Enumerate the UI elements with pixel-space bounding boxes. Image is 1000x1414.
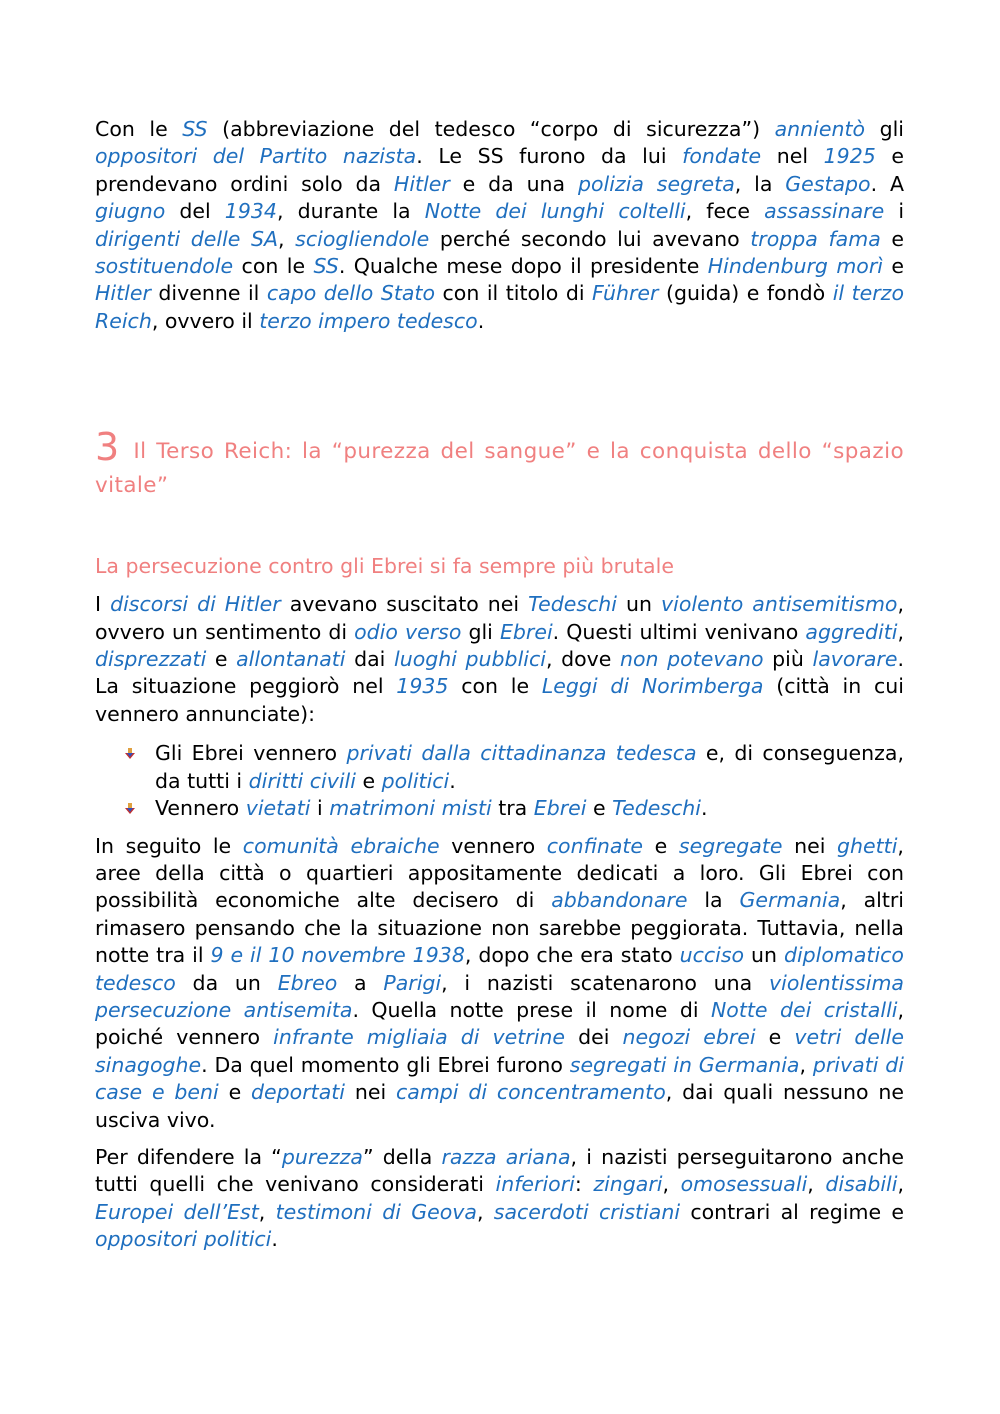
text-run: . Qualche mese dopo il presidente xyxy=(338,254,708,279)
highlighted-term: ghetti xyxy=(837,833,898,858)
text-run: tra xyxy=(491,796,534,821)
text-run: , i nazisti scatenarono una xyxy=(441,970,769,995)
highlighted-term: discorsi di Hitler xyxy=(110,592,281,617)
highlighted-term: Tedeschi xyxy=(528,592,617,617)
highlighted-term: giugno xyxy=(95,199,166,224)
highlighted-term: Notte dei lunghi coltelli xyxy=(424,199,686,224)
text-run: , altri rimasero pensando che la situazione non sarebbe peggiorata. Tuttavia, nella notte tra il xyxy=(95,888,905,968)
text-run: , xyxy=(799,1052,813,1077)
highlighted-term: vietati xyxy=(245,796,311,821)
paragraph-purezza-razza xyxy=(95,1144,904,1254)
highlighted-term: infrante migliaia di vetrine xyxy=(273,1025,566,1050)
text-run: e xyxy=(218,1080,252,1105)
highlighted-term: Leggi di Norimberga xyxy=(541,674,764,699)
text-run: i xyxy=(884,199,905,224)
arrow-down-bullet-icon xyxy=(125,748,135,760)
text-run: , dove xyxy=(545,647,620,672)
highlighted-term: SS xyxy=(182,117,208,141)
highlighted-term: negozi ebrei xyxy=(622,1025,756,1050)
text-run: e xyxy=(882,254,904,279)
highlighted-term: Tedeschi xyxy=(612,796,701,821)
highlighted-term: diritti civili xyxy=(248,768,356,793)
highlighted-term: sacerdoti cristiani xyxy=(493,1199,681,1224)
text-run: con le xyxy=(448,674,542,699)
text-run: , i nazisti perseguitarono anche tutti quelli che venivano considerati xyxy=(95,1144,904,1197)
text-run: a xyxy=(337,970,384,995)
highlighted-term: Hindenburg morì xyxy=(707,254,883,279)
highlighted-term: sciogliendole xyxy=(295,226,430,251)
text-run: , xyxy=(807,1172,826,1197)
text-run: con il titolo di xyxy=(435,281,593,306)
highlighted-term: odio verso xyxy=(354,619,462,644)
text-run: . xyxy=(701,796,708,821)
text-run: vennero xyxy=(439,833,547,858)
highlighted-term: testimoni di Geova xyxy=(275,1199,477,1224)
text-run: . Le SS furono da lui xyxy=(416,144,683,169)
highlighted-term: Ebrei xyxy=(499,619,553,644)
text-run: (guida) e fondò xyxy=(658,281,833,306)
highlighted-term: Ebreo xyxy=(277,970,338,995)
paragraph-ss-gestapo xyxy=(95,116,904,335)
text-run: gli xyxy=(461,619,500,644)
highlighted-term: segregate xyxy=(678,833,783,858)
section-number: 3 xyxy=(95,425,120,470)
section-heading xyxy=(95,425,904,503)
text-run: Gli Ebrei vennero xyxy=(155,741,347,766)
text-run: nel xyxy=(761,144,824,169)
text-run: e xyxy=(643,833,679,858)
highlighted-term: abbandonare xyxy=(551,888,688,913)
text-run: , durante la xyxy=(276,199,425,224)
highlighted-term: violento antisemitismo xyxy=(661,592,898,617)
text-run: , poiché vennero xyxy=(95,997,904,1050)
highlighted-term: allontanati xyxy=(236,647,346,672)
text-run: i xyxy=(310,796,330,821)
text-run: nei xyxy=(345,1080,396,1105)
highlighted-term: assassinare xyxy=(764,199,885,224)
section-title: Il Terso Reich: la “purezza del sangue” e la conquista dello “spazio vitale” xyxy=(95,439,904,499)
text-run: I xyxy=(95,592,111,617)
text-run: un xyxy=(616,592,662,617)
highlighted-term: disprezzati xyxy=(95,647,207,672)
text-run: . Questi ultimi venivano xyxy=(552,619,806,644)
highlighted-term: 9 e il 10 novembre 1938 xyxy=(210,943,465,968)
highlighted-term: fondate xyxy=(682,144,762,169)
highlighted-term: il terzo Reich xyxy=(95,281,904,333)
highlighted-term: oppositori del Partito nazista xyxy=(95,144,417,169)
highlighted-term: matrimoni misti xyxy=(329,796,492,821)
highlighted-term: polizia segreta xyxy=(577,171,735,196)
highlighted-term: privati dalla cittadinanza tedesca xyxy=(346,741,697,766)
text-run: Vennero xyxy=(155,796,246,821)
highlighted-term: SS xyxy=(313,254,339,279)
highlighted-term: lavorare xyxy=(812,647,898,672)
text-run: perché secondo lui avevano xyxy=(429,226,751,251)
text-run: . xyxy=(449,768,456,793)
highlighted-term: dirigenti delle SA xyxy=(95,226,279,251)
list-item-text xyxy=(155,796,708,820)
highlighted-term: inferiori xyxy=(495,1172,575,1197)
text-run: , ovvero un sentimento di xyxy=(95,592,904,644)
text-run: e xyxy=(755,1025,795,1050)
highlighted-term: capo dello Stato xyxy=(266,281,436,306)
highlighted-term: Germania xyxy=(739,888,841,913)
text-run: la xyxy=(687,888,740,913)
highlighted-term: deportati xyxy=(251,1080,345,1105)
highlighted-term: Ebrei xyxy=(533,796,587,821)
text-run: avevano suscitato nei xyxy=(280,592,529,617)
text-run: e prendevano ordini solo da xyxy=(95,144,904,196)
text-run: , xyxy=(258,1199,276,1224)
document-page xyxy=(95,116,904,1254)
text-run: , xyxy=(897,619,904,644)
highlighted-term: 1934 xyxy=(224,199,277,224)
list-item xyxy=(155,740,904,795)
text-run: . xyxy=(477,308,485,333)
text-run: e, di conseguenza, da tutti i xyxy=(155,741,904,793)
text-run: divenne il xyxy=(150,281,267,306)
highlighted-term: terzo impero tedesco xyxy=(259,308,478,333)
text-run: . xyxy=(271,1227,278,1252)
text-run: più xyxy=(763,647,813,672)
text-run: , xyxy=(662,1172,681,1197)
text-run: un xyxy=(744,943,784,968)
highlighted-term: 1925 xyxy=(823,144,876,169)
text-run: gli xyxy=(865,117,904,141)
highlighted-term: confinate xyxy=(546,833,644,858)
text-run: . A xyxy=(870,171,905,196)
list-item-text xyxy=(155,741,904,792)
text-run: nei xyxy=(782,833,838,858)
highlighted-term: campi di concentramento xyxy=(395,1080,666,1105)
highlighted-term: Hitler xyxy=(95,281,151,306)
text-run: e xyxy=(586,796,613,821)
highlighted-term: sostituendole xyxy=(95,254,234,279)
highlighted-term: razza ariana xyxy=(441,1144,571,1169)
highlighted-term: violentissima persecuzione antisemita xyxy=(95,970,904,1022)
paragraph-notte-dei-cristalli xyxy=(95,833,904,1134)
highlighted-term: aggrediti xyxy=(805,619,898,644)
text-run: , dopo che era stato xyxy=(464,943,680,968)
text-run: del xyxy=(165,199,225,224)
highlighted-term: omosessuali xyxy=(680,1172,808,1197)
text-run: . La situazione peggiorò nel xyxy=(95,647,904,699)
highlighted-term: Parigi xyxy=(383,970,442,995)
text-run: contrari al regime e xyxy=(680,1199,904,1224)
highlighted-term: zingari xyxy=(593,1172,663,1197)
highlighted-term: Europei dell’Est xyxy=(95,1199,259,1224)
highlighted-term: vetri delle sinagoghe xyxy=(95,1025,904,1077)
text-run: , xyxy=(897,1172,904,1197)
text-run: . Da quel momento gli Ebrei furono xyxy=(201,1052,570,1077)
subsection-heading: La persecuzione contro gli Ebrei si fa sempre più brutale xyxy=(95,554,674,579)
text-run: (abbreviazione del tedesco “corpo di sicurezza”) xyxy=(207,117,775,141)
text-run: : xyxy=(574,1172,594,1197)
text-run: , fece xyxy=(685,199,765,224)
highlighted-term: luoghi pubblici xyxy=(394,647,546,672)
highlighted-term: Führer xyxy=(592,281,659,306)
arrow-down-bullet-icon xyxy=(125,803,135,815)
text-run: , xyxy=(476,1199,494,1224)
text-run: , dai quali nessuno ne usciva vivo. xyxy=(95,1080,904,1132)
text-run: e xyxy=(880,226,904,251)
highlighted-term: non potevano xyxy=(619,647,764,672)
text-run: (città in cui vennero annunciate): xyxy=(95,674,904,726)
text-run: , xyxy=(278,226,296,251)
text-run: Per difendere la “ xyxy=(95,1144,282,1169)
highlighted-term: annientò xyxy=(774,117,866,141)
paragraph-antisemitismo xyxy=(95,591,904,728)
text-run: In seguito le xyxy=(95,833,243,858)
text-run: e xyxy=(206,647,237,672)
text-run: e xyxy=(355,768,382,793)
text-run: ” della xyxy=(362,1144,442,1169)
highlighted-term: Hitler xyxy=(393,171,450,196)
text-run: , ovvero il xyxy=(151,308,260,333)
highlighted-term: Notte dei cristalli xyxy=(710,997,898,1022)
highlighted-term: oppositori politici xyxy=(95,1227,272,1252)
highlighted-term: purezza xyxy=(281,1144,363,1169)
text-run: da un xyxy=(175,970,278,995)
text-run: con le xyxy=(233,254,314,279)
text-run: Con le xyxy=(95,117,183,141)
list-item xyxy=(155,795,904,822)
highlighted-term: Gestapo xyxy=(785,171,871,196)
highlighted-term: comunità ebraiche xyxy=(242,833,440,858)
highlighted-term: disabili xyxy=(825,1172,898,1197)
text-run: dei xyxy=(565,1025,623,1050)
highlighted-term: troppa fama xyxy=(750,226,881,251)
highlighted-term: privati di case e beni xyxy=(95,1052,904,1105)
highlighted-term: politici xyxy=(381,768,450,793)
text-run: , la xyxy=(734,171,786,196)
text-run: e da una xyxy=(449,171,578,196)
highlighted-term: diplomatico tedesco xyxy=(95,943,904,995)
text-run: dai xyxy=(345,647,394,672)
text-run: , aree della città o quartieri appositamente dedicati a loro. Gli Ebrei con possibilità economiche alte decisero di xyxy=(95,833,904,913)
highlighted-term: 1935 xyxy=(396,674,449,699)
highlighted-term: segregati in Germania xyxy=(569,1052,800,1077)
bullet-list xyxy=(95,740,904,822)
highlighted-term: ucciso xyxy=(679,943,745,968)
text-run: . Quella notte prese il nome di xyxy=(352,997,711,1022)
